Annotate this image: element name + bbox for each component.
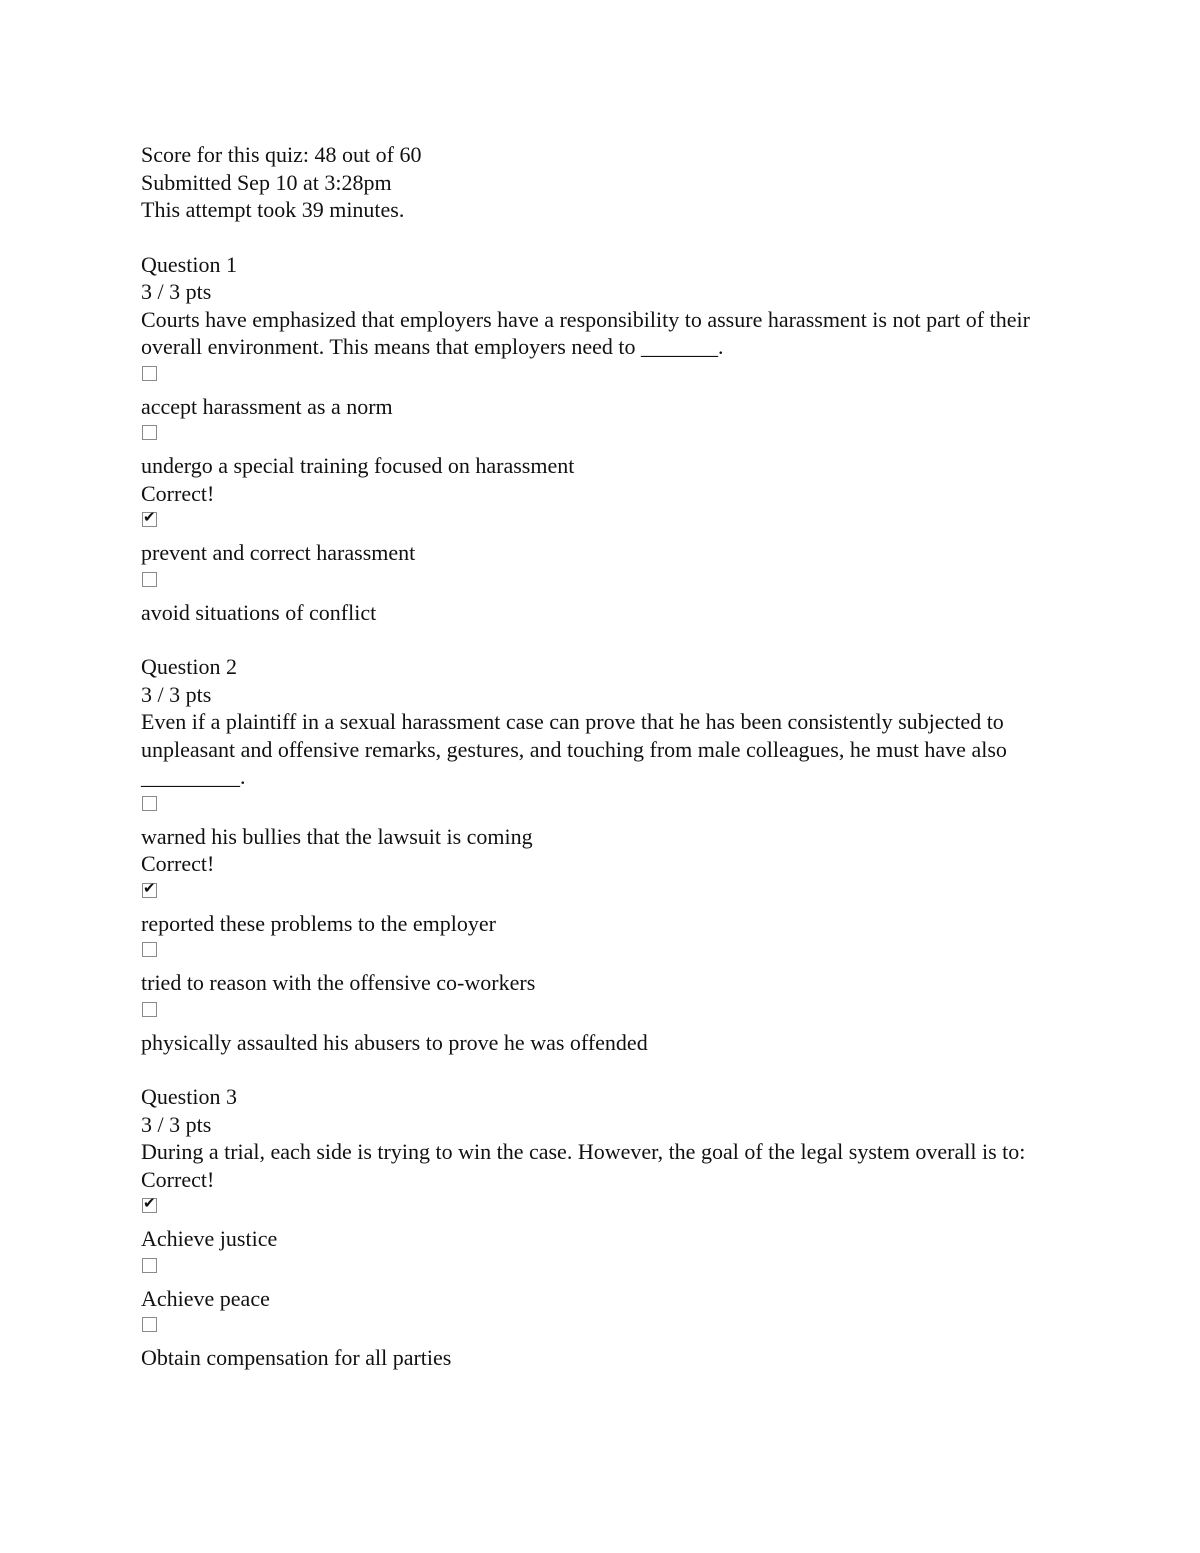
- quiz-summary: [141, 141, 1071, 224]
- question-text: Even if a plaintiff in a sexual harassment case can prove that he has been consistently subjected to unpleasant and offensive remarks, gestures, and touching from male colleagues, he must have also _________.: [141, 709, 1007, 789]
- question-title: Question 3: [141, 1084, 237, 1109]
- answer-option-label: Obtain compensation for all parties: [141, 1345, 452, 1370]
- checkbox-row: [141, 791, 1071, 818]
- answer-option[interactable]: [141, 850, 1071, 937]
- checkmark-icon: ✔: [143, 1194, 156, 1212]
- question-title: Question 1: [141, 251, 237, 277]
- correct-label: Correct!: [141, 480, 215, 506]
- duration-text: This attempt took 39 minutes.: [141, 197, 405, 222]
- checkbox-row: [141, 1312, 1071, 1339]
- checkbox-row: [141, 937, 1071, 964]
- answer-option-label: physically assaulted his abusers to prove he was offended: [141, 1029, 648, 1055]
- correct-label: Correct!: [141, 1166, 215, 1192]
- answer-option-label: Achieve justice: [141, 1226, 278, 1251]
- submitted-text: Submitted Sep 10 at 3:28pm: [141, 169, 392, 195]
- answer-option[interactable]: [141, 791, 1071, 851]
- question-points: 3 / 3 pts: [141, 681, 212, 707]
- answer-option[interactable]: [141, 1253, 1071, 1313]
- question-points: 3 / 3 pts: [141, 279, 212, 304]
- answer-option-label: Achieve peace: [141, 1285, 270, 1311]
- question-block: [141, 653, 1071, 1056]
- correct-label: Correct!: [141, 851, 215, 876]
- answer-option[interactable]: [141, 1312, 1071, 1372]
- checkbox-unchecked[interactable]: [142, 1002, 157, 1017]
- question-title: Question 2: [141, 654, 237, 679]
- question-text: During a trial, each side is trying to win the case. However, the goal of the legal system overall is to:: [141, 1139, 1026, 1164]
- section-gap: [141, 224, 1071, 251]
- checkbox-row: [141, 361, 1071, 388]
- section-gap: [141, 626, 1071, 653]
- checkbox-unchecked[interactable]: [142, 366, 157, 381]
- checkbox-unchecked[interactable]: [142, 425, 157, 440]
- checkbox-unchecked[interactable]: [142, 1258, 157, 1273]
- answer-option[interactable]: [141, 361, 1071, 421]
- checkbox-row: [141, 1253, 1071, 1280]
- question-text: Courts have emphasized that employers have a responsibility to assure harassment is not part of their overall environment. This means that employers need to _______.: [141, 306, 1030, 359]
- checkbox-checked[interactable]: [142, 878, 157, 898]
- quiz-results-page: [141, 141, 1071, 1372]
- question-points: 3 / 3 pts: [141, 1111, 212, 1137]
- checkbox-unchecked[interactable]: [142, 942, 157, 957]
- score-text: Score for this quiz: 48 out of 60: [141, 142, 422, 167]
- checkmark-icon: ✔: [143, 508, 156, 526]
- answer-option-label: avoid situations of conflict: [141, 599, 377, 625]
- answer-option-label: undergo a special training focused on harassment: [141, 453, 575, 478]
- question-list: [141, 224, 1071, 1372]
- checkbox-row: [141, 567, 1071, 594]
- answer-option-label: accept harassment as a norm: [141, 393, 393, 419]
- answer-option-label: prevent and correct harassment: [141, 540, 416, 565]
- answer-option-label: tried to reason with the offensive co-workers: [141, 970, 536, 995]
- checkbox-unchecked[interactable]: [142, 572, 157, 587]
- checkbox-unchecked[interactable]: [142, 1317, 157, 1332]
- question-block: [141, 1083, 1071, 1372]
- checkbox-checked[interactable]: [142, 1194, 157, 1213]
- checkbox-row: [141, 1193, 1071, 1220]
- checkbox-row: [141, 420, 1071, 447]
- answer-option-label: warned his bullies that the lawsuit is coming: [141, 823, 533, 849]
- answer-option[interactable]: [141, 480, 1071, 567]
- answer-option[interactable]: [141, 997, 1071, 1057]
- answer-option[interactable]: [141, 937, 1071, 997]
- answer-option[interactable]: [141, 420, 1071, 480]
- checkbox-row: [141, 507, 1071, 534]
- checkbox-row: [141, 997, 1071, 1024]
- answer-option[interactable]: [141, 567, 1071, 627]
- answer-option-label: reported these problems to the employer: [141, 910, 496, 936]
- answer-option[interactable]: [141, 1166, 1071, 1253]
- checkmark-icon: ✔: [143, 878, 156, 897]
- checkbox-row: [141, 878, 1071, 905]
- checkbox-checked[interactable]: [142, 508, 157, 527]
- section-gap: [141, 1056, 1071, 1083]
- question-block: [141, 251, 1071, 627]
- checkbox-unchecked[interactable]: [142, 796, 157, 811]
